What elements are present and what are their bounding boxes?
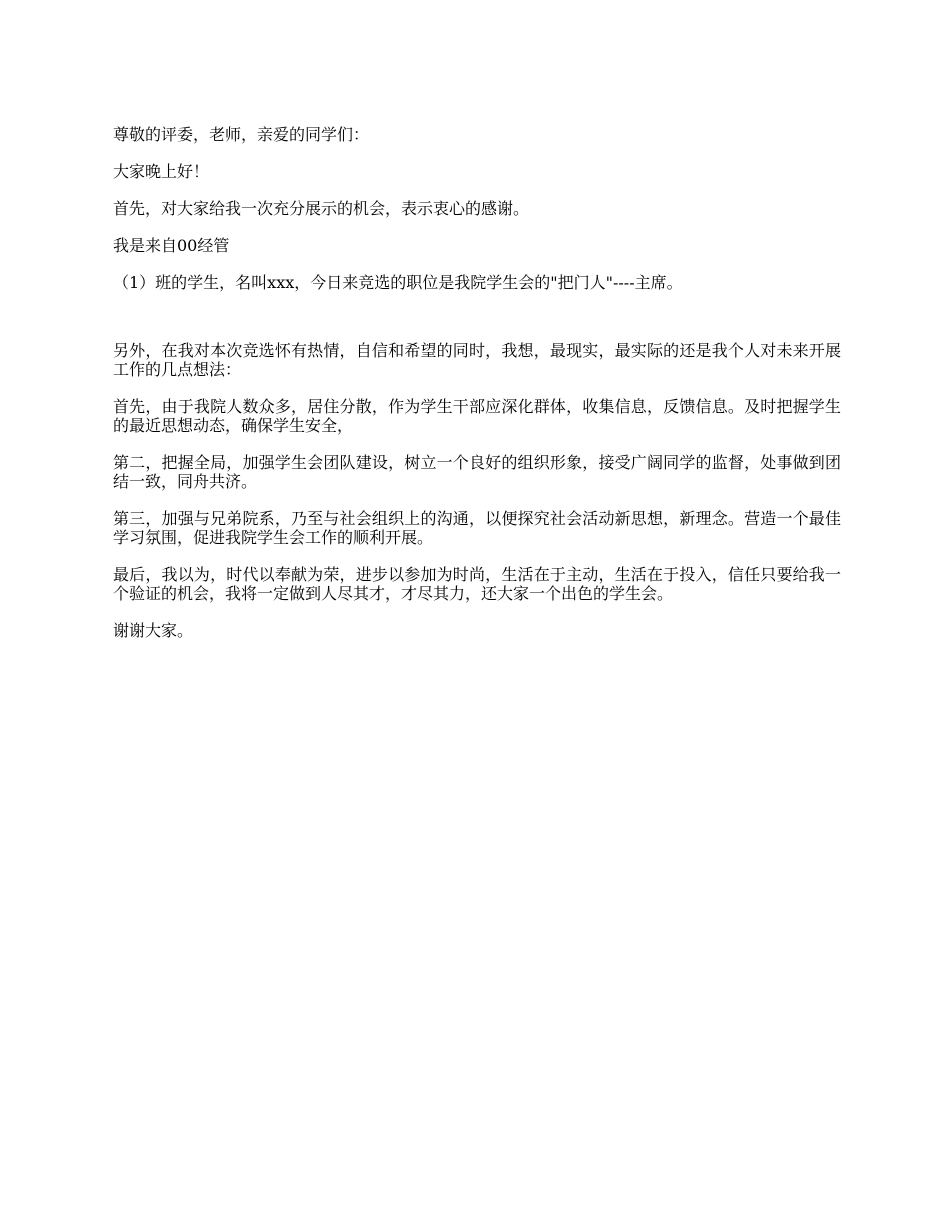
paragraph-thanks: 首先，对大家给我一次充分展示的机会，表示衷心的感谢。 — [113, 199, 530, 218]
closing-thanks: 谢谢大家。 — [113, 621, 194, 640]
paragraph-ideas-intro: 另外，在我对本次竞选怀有热情，自信和希望的同时，我想，最现实，最实际的还是我个人对未来开展工作的几点想法： — [113, 341, 841, 379]
salutation: 尊敬的评委，老师，亲爱的同学们： — [113, 125, 370, 144]
paragraph-point-first: 首先，由于我院人数众多，居住分散，作为学生干部应深化群体，收集信息，反馈信息。及时把握学生的最近思想动态，确保学生安全， — [113, 397, 841, 435]
paragraph-conclusion: 最后，我以为，时代以奉献为荣，进步以参加为时尚，生活在于主动，生活在于投入，信任只要给我一个验证的机会，我将一定做到人尽其才，才尽其力，还大家一个出色的学生会。 — [113, 565, 841, 603]
greeting: 大家晚上好！ — [113, 162, 210, 181]
paragraph-point-second: 第二，把握全局，加强学生会团队建设，树立一个良好的组织形象，接受广阔同学的监督，处事做到团结一致，同舟共济。 — [113, 453, 841, 491]
document-page — [113, 125, 841, 658]
paragraph-origin: 我是来自00经管 — [113, 236, 230, 255]
paragraph-introduction: （1）班的学生，名叫xxx，今日来竞选的职位是我院学生会的"把门人"----主席。 — [113, 273, 683, 292]
paragraph-point-third: 第三，加强与兄弟院系，乃至与社会组织上的沟通，以便探究社会活动新思想，新理念。营造一个最佳学习氛围，促进我院学生会工作的顺利开展。 — [113, 509, 841, 547]
